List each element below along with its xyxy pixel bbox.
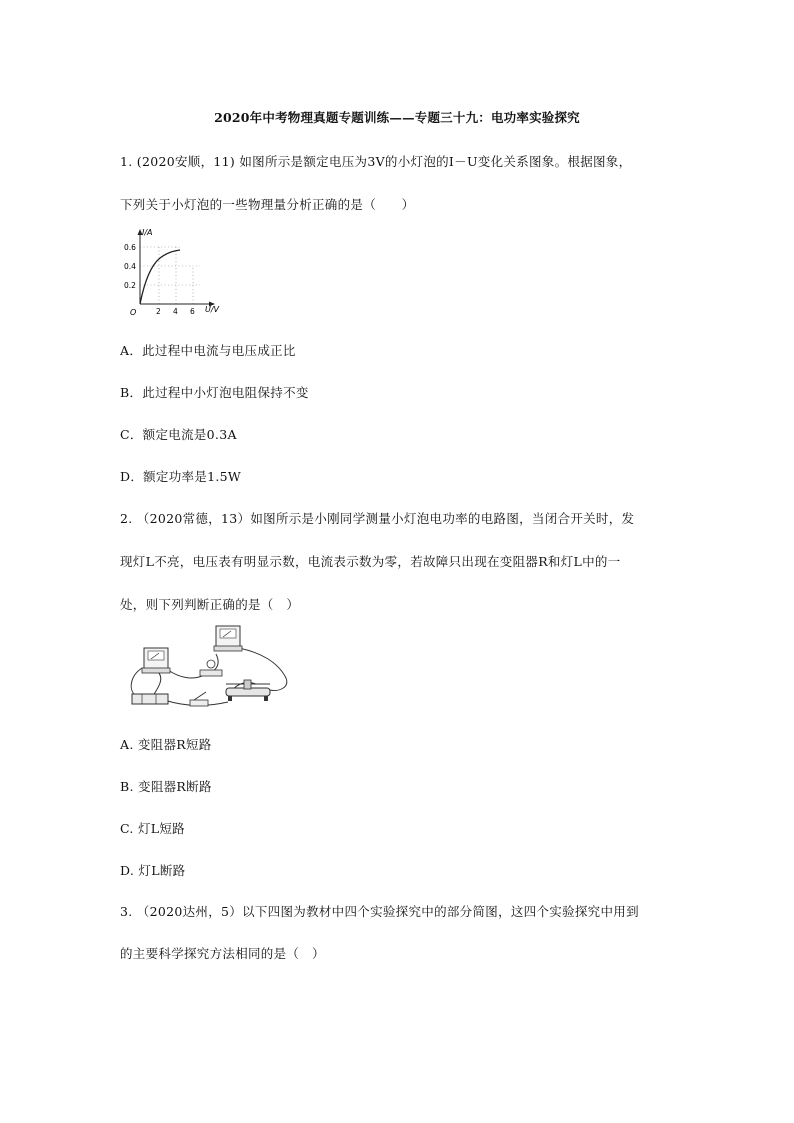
q2-voltmeter	[214, 626, 242, 651]
q1-text-line-1: 1. (2020安顺，11) 如图所示是额定电压为3V的小灯泡的I－U变化关系图象。根据图象，	[120, 154, 632, 169]
q2-option-d: D. 灯L断路	[120, 863, 186, 878]
q1-iu-graph-svg	[120, 226, 230, 318]
q2-wire	[131, 668, 142, 696]
q1-graph-grid	[140, 247, 200, 304]
q1-iu-graph	[120, 226, 230, 322]
q1-origin-label: O	[130, 308, 137, 317]
q1-y-tick: 0.6	[124, 243, 136, 252]
q2-switch	[190, 692, 208, 706]
q2-battery	[132, 694, 168, 704]
q2-circuit-svg	[120, 618, 290, 714]
q1-option-d: D．额定功率是1.5W	[120, 469, 242, 484]
q3-text-line-2: 的主要科学探究方法相同的是（ ）	[120, 946, 325, 961]
q2-ammeter	[142, 648, 170, 673]
document-title: 2020年中考物理真题专题训练——专题三十九：电功率实验探究	[214, 110, 580, 125]
q1-x-tick: 2	[156, 307, 161, 316]
q3-text-line-1: 3. （2020达州，5）以下四图为教材中四个实验探究中的部分简图，这四个实验探究中用到	[120, 904, 639, 919]
q2-rheostat	[226, 680, 270, 701]
q1-option-c: C．额定电流是0.3A	[120, 427, 237, 442]
q1-x-axis-label: U/V	[205, 305, 220, 314]
q2-text-line-2: 现灯L不亮，电压表有明显示数，电流表示数为零，若故障只出现在变阻器R和灯L中的一	[120, 554, 621, 569]
q1-y-tick: 0.4	[124, 262, 136, 271]
q2-circuit-illustration	[120, 618, 290, 718]
q2-text-line-3: 处，则下列判断正确的是（ ）	[120, 597, 300, 612]
q1-option-a: A．此过程中电流与电压成正比	[120, 343, 296, 358]
q1-y-axis-label: I/A	[142, 228, 153, 237]
q1-x-tick: 4	[173, 307, 178, 316]
q2-option-c: C. 灯L短路	[120, 821, 185, 836]
q2-lamp	[200, 660, 222, 676]
q1-text-line-2: 下列关于小灯泡的一些物理量分析正确的是（ ）	[120, 197, 415, 212]
q2-option-b: B. 变阻器R断路	[120, 779, 212, 794]
q1-x-tick: 6	[190, 307, 195, 316]
q2-wire	[168, 670, 202, 678]
q1-iu-curve	[140, 250, 180, 304]
q1-option-b: B．此过程中小灯泡电阻保持不变	[120, 385, 309, 400]
q2-text-line-1: 2. （2020常德，13）如图所示是小刚同学测量小灯泡电功率的电路图，当闭合开关时，发	[120, 511, 635, 526]
q2-option-a: A. 变阻器R短路	[120, 737, 212, 752]
q1-y-tick: 0.2	[124, 281, 136, 290]
